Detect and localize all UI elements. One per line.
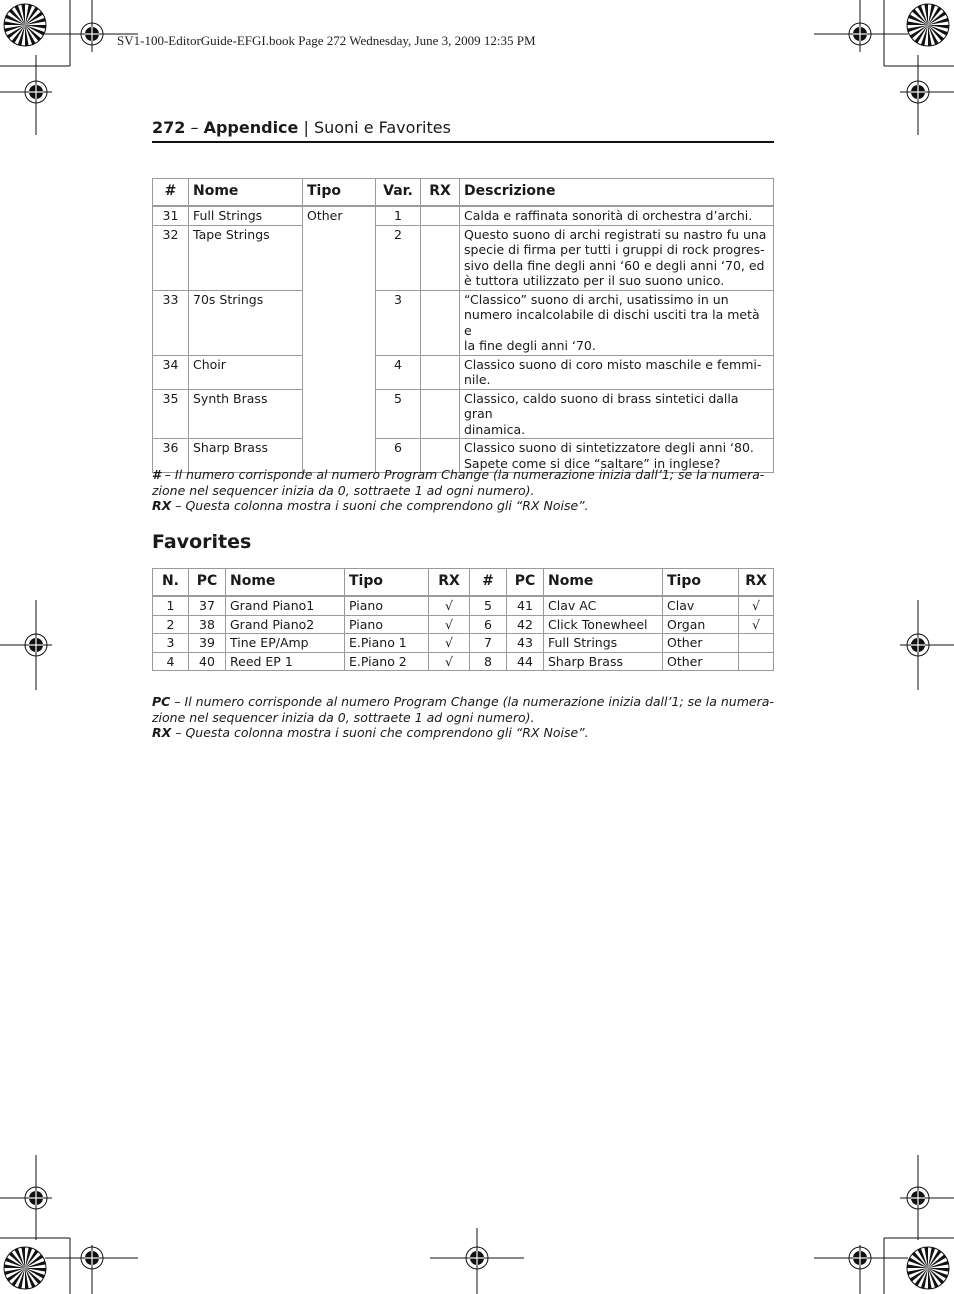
cell-rx (421, 225, 460, 290)
desc-line: la fine degli anni ‘70. (464, 338, 596, 353)
chapter-title: Appendice (203, 118, 299, 137)
cell-tipo: Piano (345, 615, 429, 634)
note-text: – Il numero corrisponde al numero Program Change (la numerazione inizia dall’1; se la numera- (170, 694, 774, 709)
cell-nome-2: Sharp Brass (544, 652, 663, 671)
cell-tipo: Other (303, 206, 376, 473)
note-line (152, 725, 776, 741)
cell-num: 34 (153, 355, 189, 389)
table-row (153, 290, 774, 355)
cell-rx (421, 389, 460, 439)
cell-nome-2: Clav AC (544, 596, 663, 615)
cell-nome-2: Click Tonewheel (544, 615, 663, 634)
cell-tipo-2: Clav (663, 596, 739, 615)
col-hash: # (470, 569, 507, 597)
note-key: RX (152, 498, 172, 513)
note-line (152, 694, 776, 710)
col-tipo-2: Tipo (663, 569, 739, 597)
col-descrizione: Descrizione (460, 179, 774, 207)
cell-rx (421, 355, 460, 389)
col-rx: RX (421, 179, 460, 207)
registration-star-icon (907, 4, 949, 46)
col-var: Var. (376, 179, 421, 207)
col-pc: PC (189, 569, 226, 597)
table-row (153, 389, 774, 439)
note-text: zione nel sequencer inizia da 0, sottraete 1 ad ogni numero). (152, 482, 535, 498)
table-row (153, 225, 774, 290)
cell-var: 6 (376, 439, 421, 473)
cell-tipo: E.Piano 2 (345, 652, 429, 671)
cell-descrizione (460, 389, 774, 439)
cell-nome: Synth Brass (189, 389, 303, 439)
cell-n: 3 (153, 634, 189, 653)
cell-num: 36 (153, 439, 189, 473)
sounds-table (152, 178, 774, 473)
cell-rx: √ (429, 596, 470, 615)
cell-n: 4 (153, 652, 189, 671)
cell-nome: Tine EP/Amp (226, 634, 345, 653)
cell-hash: 5 (470, 596, 507, 615)
cell-rx: √ (429, 652, 470, 671)
desc-line: specie di firma per tutti i gruppi di rock progres- (464, 242, 765, 257)
cell-nome-2: Full Strings (544, 634, 663, 653)
cell-nome: Sharp Brass (189, 439, 303, 473)
cell-nome: Full Strings (189, 206, 303, 225)
note-text: – Il numero corrisponde al numero Program Change (la numerazione inizia dall’1; se la numera- (160, 467, 765, 482)
running-head (152, 118, 451, 137)
head-sep: – (185, 118, 204, 137)
cell-nome: Tape Strings (189, 225, 303, 290)
col-rx: RX (429, 569, 470, 597)
note-line (152, 467, 776, 483)
cell-nome: Choir (189, 355, 303, 389)
col-pc-2: PC (507, 569, 544, 597)
cell-pc: 37 (189, 596, 226, 615)
cell-rx-2 (739, 634, 774, 653)
cell-nome: Grand Piano2 (226, 615, 345, 634)
col-tipo: Tipo (345, 569, 429, 597)
col-nome: Nome (189, 179, 303, 207)
note-key: # (152, 467, 161, 482)
cell-descrizione (460, 355, 774, 389)
table-row (153, 596, 774, 615)
table-row (153, 615, 774, 634)
page-number: 272 (152, 118, 186, 137)
cell-nome: 70s Strings (189, 290, 303, 355)
cell-hash: 7 (470, 634, 507, 653)
table-row (153, 206, 774, 225)
cell-hash: 6 (470, 615, 507, 634)
desc-line: Calda e raffinata sonorità di orchestra d’archi. (464, 208, 753, 223)
col-nome: Nome (226, 569, 345, 597)
table-row (153, 634, 774, 653)
desc-line: è tuttora utilizzato per il suo suono unico. (464, 273, 725, 288)
cell-pc-2: 44 (507, 652, 544, 671)
cell-var: 5 (376, 389, 421, 439)
cell-rx-2: √ (739, 615, 774, 634)
cell-num: 32 (153, 225, 189, 290)
desc-line: Classico, caldo suono di brass sintetici dalla gran (464, 390, 739, 421)
section-title-favorites: Favorites (152, 531, 252, 553)
registration-star-icon (4, 1247, 46, 1289)
desc-line: Sapete come si dice “saltare” in inglese? (464, 455, 721, 471)
cell-nome: Reed EP 1 (226, 652, 345, 671)
cell-descrizione (460, 290, 774, 355)
table-row (153, 355, 774, 389)
cell-pc-2: 41 (507, 596, 544, 615)
note-text: zione nel sequencer inizia da 0, sottraete 1 ad ogni numero). (152, 709, 535, 725)
note-line (152, 498, 776, 514)
col-nome-2: Nome (544, 569, 663, 597)
table-header-row (153, 179, 774, 207)
col-rx-2: RX (739, 569, 774, 597)
cell-tipo-2: Other (663, 652, 739, 671)
cell-pc: 39 (189, 634, 226, 653)
cell-rx (421, 206, 460, 225)
cell-descrizione (460, 206, 774, 225)
cell-pc: 38 (189, 615, 226, 634)
desc-line: nile. (464, 372, 491, 387)
desc-line: numero incalcolabile di dischi usciti tra la metà e (464, 307, 760, 338)
cell-var: 2 (376, 225, 421, 290)
cell-pc-2: 42 (507, 615, 544, 634)
col-tipo: Tipo (303, 179, 376, 207)
cell-rx-2: √ (739, 596, 774, 615)
cell-var: 4 (376, 355, 421, 389)
cell-tipo: E.Piano 1 (345, 634, 429, 653)
cell-num: 35 (153, 389, 189, 439)
section-title-head: Suoni e Favorites (313, 118, 451, 137)
note-key: PC (152, 694, 171, 709)
header-rule (152, 141, 774, 143)
print-header: SV1-100-EditorGuide-EFGI.book Page 272 Wednesday, June 3, 2009 12:35 PM (117, 33, 536, 48)
cell-rx: √ (429, 615, 470, 634)
note-text: – Questa colonna mostra i suoni che comprendono gli “RX Noise”. (171, 498, 589, 513)
notes-favorites (152, 694, 776, 741)
cell-rx-2 (739, 652, 774, 671)
cell-rx: √ (429, 634, 470, 653)
head-bar: | (298, 118, 314, 137)
registration-star-icon (907, 1247, 949, 1289)
desc-line: “Classico” suono di archi, usatissimo in un (464, 291, 729, 307)
favorites-table (152, 568, 774, 671)
cell-n: 1 (153, 596, 189, 615)
cell-tipo-2: Organ (663, 615, 739, 634)
cell-descrizione (460, 225, 774, 290)
desc-line: Questo suono di archi registrati su nastro fu una (464, 226, 767, 242)
col-num: # (153, 179, 189, 207)
cell-num: 33 (153, 290, 189, 355)
cell-hash: 8 (470, 652, 507, 671)
cell-tipo-2: Other (663, 634, 739, 653)
cell-pc-2: 43 (507, 634, 544, 653)
desc-line: sivo della fine degli anni ‘60 e degli anni ‘70, ed (464, 257, 765, 273)
cell-var: 1 (376, 206, 421, 225)
cell-n: 2 (153, 615, 189, 634)
note-text: – Questa colonna mostra i suoni che comprendono gli “RX Noise”. (171, 725, 589, 740)
notes-sounds (152, 467, 776, 514)
cell-rx (421, 290, 460, 355)
desc-line: dinamica. (464, 421, 526, 437)
table-header-row (153, 569, 774, 597)
cell-num: 31 (153, 206, 189, 225)
desc-line: Classico suono di sintetizzatore degli anni ‘80. (464, 440, 754, 455)
registration-star-icon (4, 4, 46, 46)
note-key: RX (152, 725, 172, 740)
note-line (152, 710, 776, 726)
note-line (152, 483, 776, 499)
col-n: N. (153, 569, 189, 597)
cell-tipo: Piano (345, 596, 429, 615)
cell-pc: 40 (189, 652, 226, 671)
table-row (153, 652, 774, 671)
cell-nome: Grand Piano1 (226, 596, 345, 615)
cell-var: 3 (376, 290, 421, 355)
desc-line: Classico suono di coro misto maschile e femmi- (464, 356, 762, 372)
